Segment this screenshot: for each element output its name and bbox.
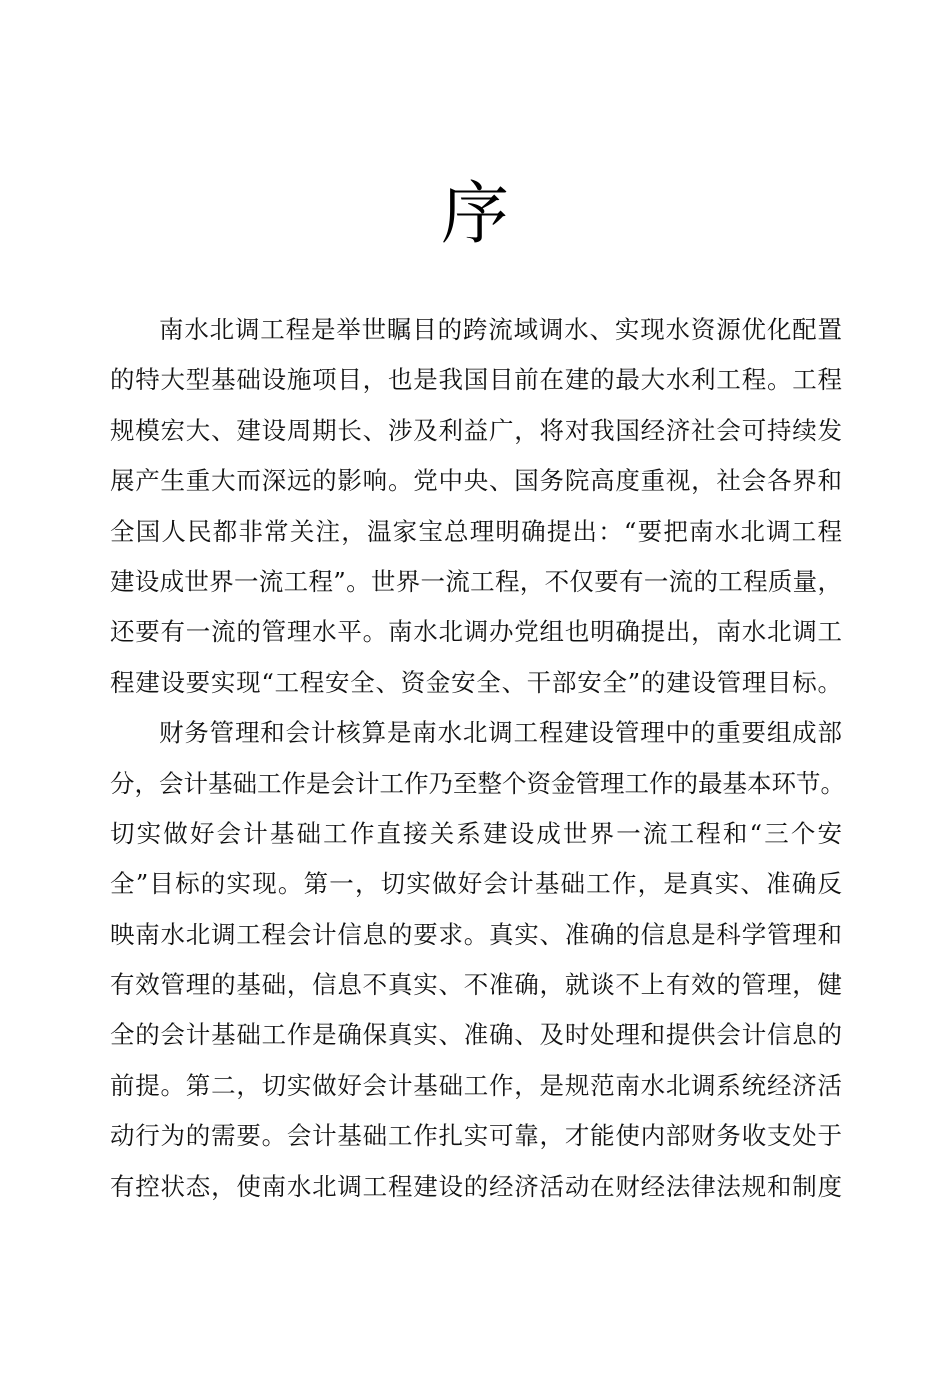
paragraph-1-line-4: 展产生重大而深远的影响。党中央、国务院高度重视，社会各界和 — [110, 466, 842, 496]
paragraph-1-line-1: 南水北调工程是举世瞩目的跨流域调水、实现水资源优化配置 — [159, 315, 842, 344]
paragraph-1-line-2: 的特大型基础设施项目，也是我国目前在建的最大水利工程。工程 — [110, 365, 842, 395]
preface-body — [110, 305, 845, 1212]
paragraph-2-line-7: 全的会计基础工作是确保真实、准确、及时处理和提供会计信息的 — [110, 1020, 842, 1050]
paragraph-2-line-2: 分，会计基础工作是会计工作乃至整个资金管理工作的最基本环节。 — [110, 768, 845, 798]
paragraph-1-line-3: 规模宏大、建设周期长、涉及利益广，将对我国经济社会可持续发 — [110, 415, 842, 445]
paragraph-2-line-9: 动行为的需要。会计基础工作扎实可靠，才能使内部财务收支处于 — [110, 1121, 842, 1151]
paragraph-2-line-3: 切实做好会计基础工作直接关系建设成世界一流工程和“三个安 — [110, 818, 842, 848]
paragraph-2-line-8: 前提。第二，切实做好会计基础工作，是规范南水北调系统经济活 — [110, 1070, 842, 1100]
paragraph-1-line-6: 建设成世界一流工程”。世界一流工程，不仅要有一流的工程质量， — [110, 566, 842, 596]
paragraph-2-line-6: 有效管理的基础，信息不真实、不准确，就谈不上有效的管理，健 — [110, 970, 842, 1000]
paragraph-2-line-10: 有控状态，使南水北调工程建设的经济活动在财经法律法规和制度 — [110, 1171, 842, 1201]
preface-title: 序 — [440, 175, 509, 254]
paragraph-2-line-4: 全”目标的实现。第一，切实做好会计基础工作，是真实、准确反 — [110, 869, 842, 899]
paragraph-1-line-8: 程建设要实现“工程安全、资金安全、干部安全”的建设管理目标。 — [110, 667, 842, 697]
paragraph-2-line-1: 财务管理和会计核算是南水北调工程建设管理中的重要组成部 — [159, 718, 842, 748]
paragraph-1-line-5: 全国人民都非常关注，温家宝总理明确提出：“要把南水北调工程 — [110, 516, 842, 546]
paragraph-1-line-7: 还要有一流的管理水平。南水北调办党组也明确提出，南水北调工 — [110, 617, 842, 647]
paragraph-2-line-5: 映南水北调工程会计信息的要求。真实、准确的信息是科学管理和 — [110, 919, 842, 949]
